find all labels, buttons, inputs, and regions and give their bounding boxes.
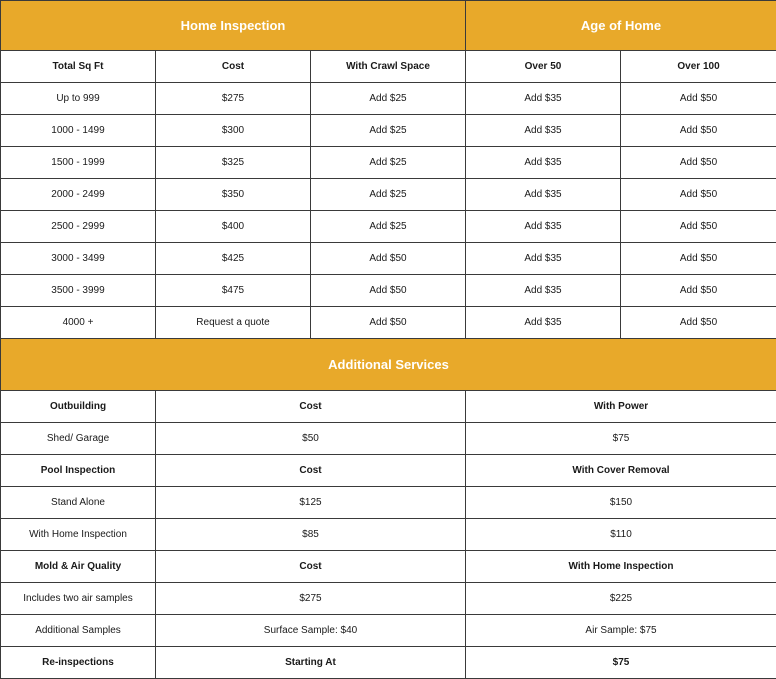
over-100-cell: Add $50 [621,243,776,275]
column-header-over-50: Over 50 [466,51,621,83]
cost-cell: $275 [156,83,311,115]
sqft-cell: 3500 - 3999 [1,275,156,307]
service-row [1,519,776,551]
cost-cell: $425 [156,243,311,275]
service-cost-cell: $125 [156,487,466,519]
service-name-cell: Pool Inspection [1,455,156,487]
sqft-cell: 1500 - 1999 [1,147,156,179]
table-row [1,83,776,115]
service-row [1,423,776,455]
service-option-cell: Air Sample: $75 [466,615,776,647]
column-header-row [1,51,776,83]
over-100-cell: Add $50 [621,115,776,147]
service-cost-cell: Cost [156,455,466,487]
service-cost-cell: $85 [156,519,466,551]
sqft-cell: 2000 - 2499 [1,179,156,211]
crawl-space-cell: Add $25 [311,147,466,179]
table-row [1,243,776,275]
table-row [1,307,776,339]
service-cost-cell: Surface Sample: $40 [156,615,466,647]
service-cost-cell: Cost [156,391,466,423]
over-100-cell: Add $50 [621,83,776,115]
cost-cell: $400 [156,211,311,243]
service-name-cell: Re-inspections [1,647,156,679]
service-name-cell: Stand Alone [1,487,156,519]
service-subheader-row [1,391,776,423]
over-100-cell: Add $50 [621,211,776,243]
age-of-home-header: Age of Home [466,1,776,51]
crawl-space-cell: Add $25 [311,83,466,115]
service-subheader-row [1,647,776,679]
table-row [1,179,776,211]
section-header-row [1,339,776,391]
over-50-cell: Add $35 [466,179,621,211]
home-inspection-header: Home Inspection [1,1,466,51]
service-option-cell: $110 [466,519,776,551]
crawl-space-cell: Add $25 [311,115,466,147]
crawl-space-cell: Add $50 [311,307,466,339]
over-50-cell: Add $35 [466,243,621,275]
cost-cell: $475 [156,275,311,307]
service-option-cell: With Home Inspection [466,551,776,583]
service-option-cell: $225 [466,583,776,615]
column-header-cost: Cost [156,51,311,83]
additional-services-header: Additional Services [1,339,776,391]
sqft-cell: 2500 - 2999 [1,211,156,243]
service-option-cell: $75 [466,647,776,679]
crawl-space-cell: Add $25 [311,211,466,243]
sqft-cell: 1000 - 1499 [1,115,156,147]
over-100-cell: Add $50 [621,307,776,339]
service-cost-cell: $275 [156,583,466,615]
table-row [1,147,776,179]
sqft-cell: 3000 - 3499 [1,243,156,275]
service-name-cell: Additional Samples [1,615,156,647]
table-row [1,211,776,243]
over-50-cell: Add $35 [466,275,621,307]
service-row [1,487,776,519]
over-100-cell: Add $50 [621,179,776,211]
service-cost-cell: Cost [156,551,466,583]
crawl-space-cell: Add $50 [311,275,466,307]
service-name-cell: With Home Inspection [1,519,156,551]
service-subheader-row [1,455,776,487]
service-cost-cell: $50 [156,423,466,455]
crawl-space-cell: Add $50 [311,243,466,275]
service-option-cell: With Power [466,391,776,423]
cost-cell: Request a quote [156,307,311,339]
sqft-cell: 4000 + [1,307,156,339]
over-100-cell: Add $50 [621,275,776,307]
service-row [1,615,776,647]
service-cost-cell: Starting At [156,647,466,679]
over-100-cell: Add $50 [621,147,776,179]
column-header-over-100: Over 100 [621,51,776,83]
over-50-cell: Add $35 [466,83,621,115]
service-name-cell: Outbuilding [1,391,156,423]
service-name-cell: Shed/ Garage [1,423,156,455]
table-row [1,115,776,147]
service-option-cell: $150 [466,487,776,519]
section-header-row [1,1,776,51]
service-name-cell: Includes two air samples [1,583,156,615]
service-subheader-row [1,551,776,583]
service-name-cell: Mold & Air Quality [1,551,156,583]
service-row [1,583,776,615]
table-row [1,275,776,307]
column-header-crawl-space: With Crawl Space [311,51,466,83]
column-header-sqft: Total Sq Ft [1,51,156,83]
service-option-cell: With Cover Removal [466,455,776,487]
over-50-cell: Add $35 [466,211,621,243]
sqft-cell: Up to 999 [1,83,156,115]
cost-cell: $325 [156,147,311,179]
service-option-cell: $75 [466,423,776,455]
over-50-cell: Add $35 [466,147,621,179]
crawl-space-cell: Add $25 [311,179,466,211]
over-50-cell: Add $35 [466,115,621,147]
cost-cell: $350 [156,179,311,211]
over-50-cell: Add $35 [466,307,621,339]
cost-cell: $300 [156,115,311,147]
